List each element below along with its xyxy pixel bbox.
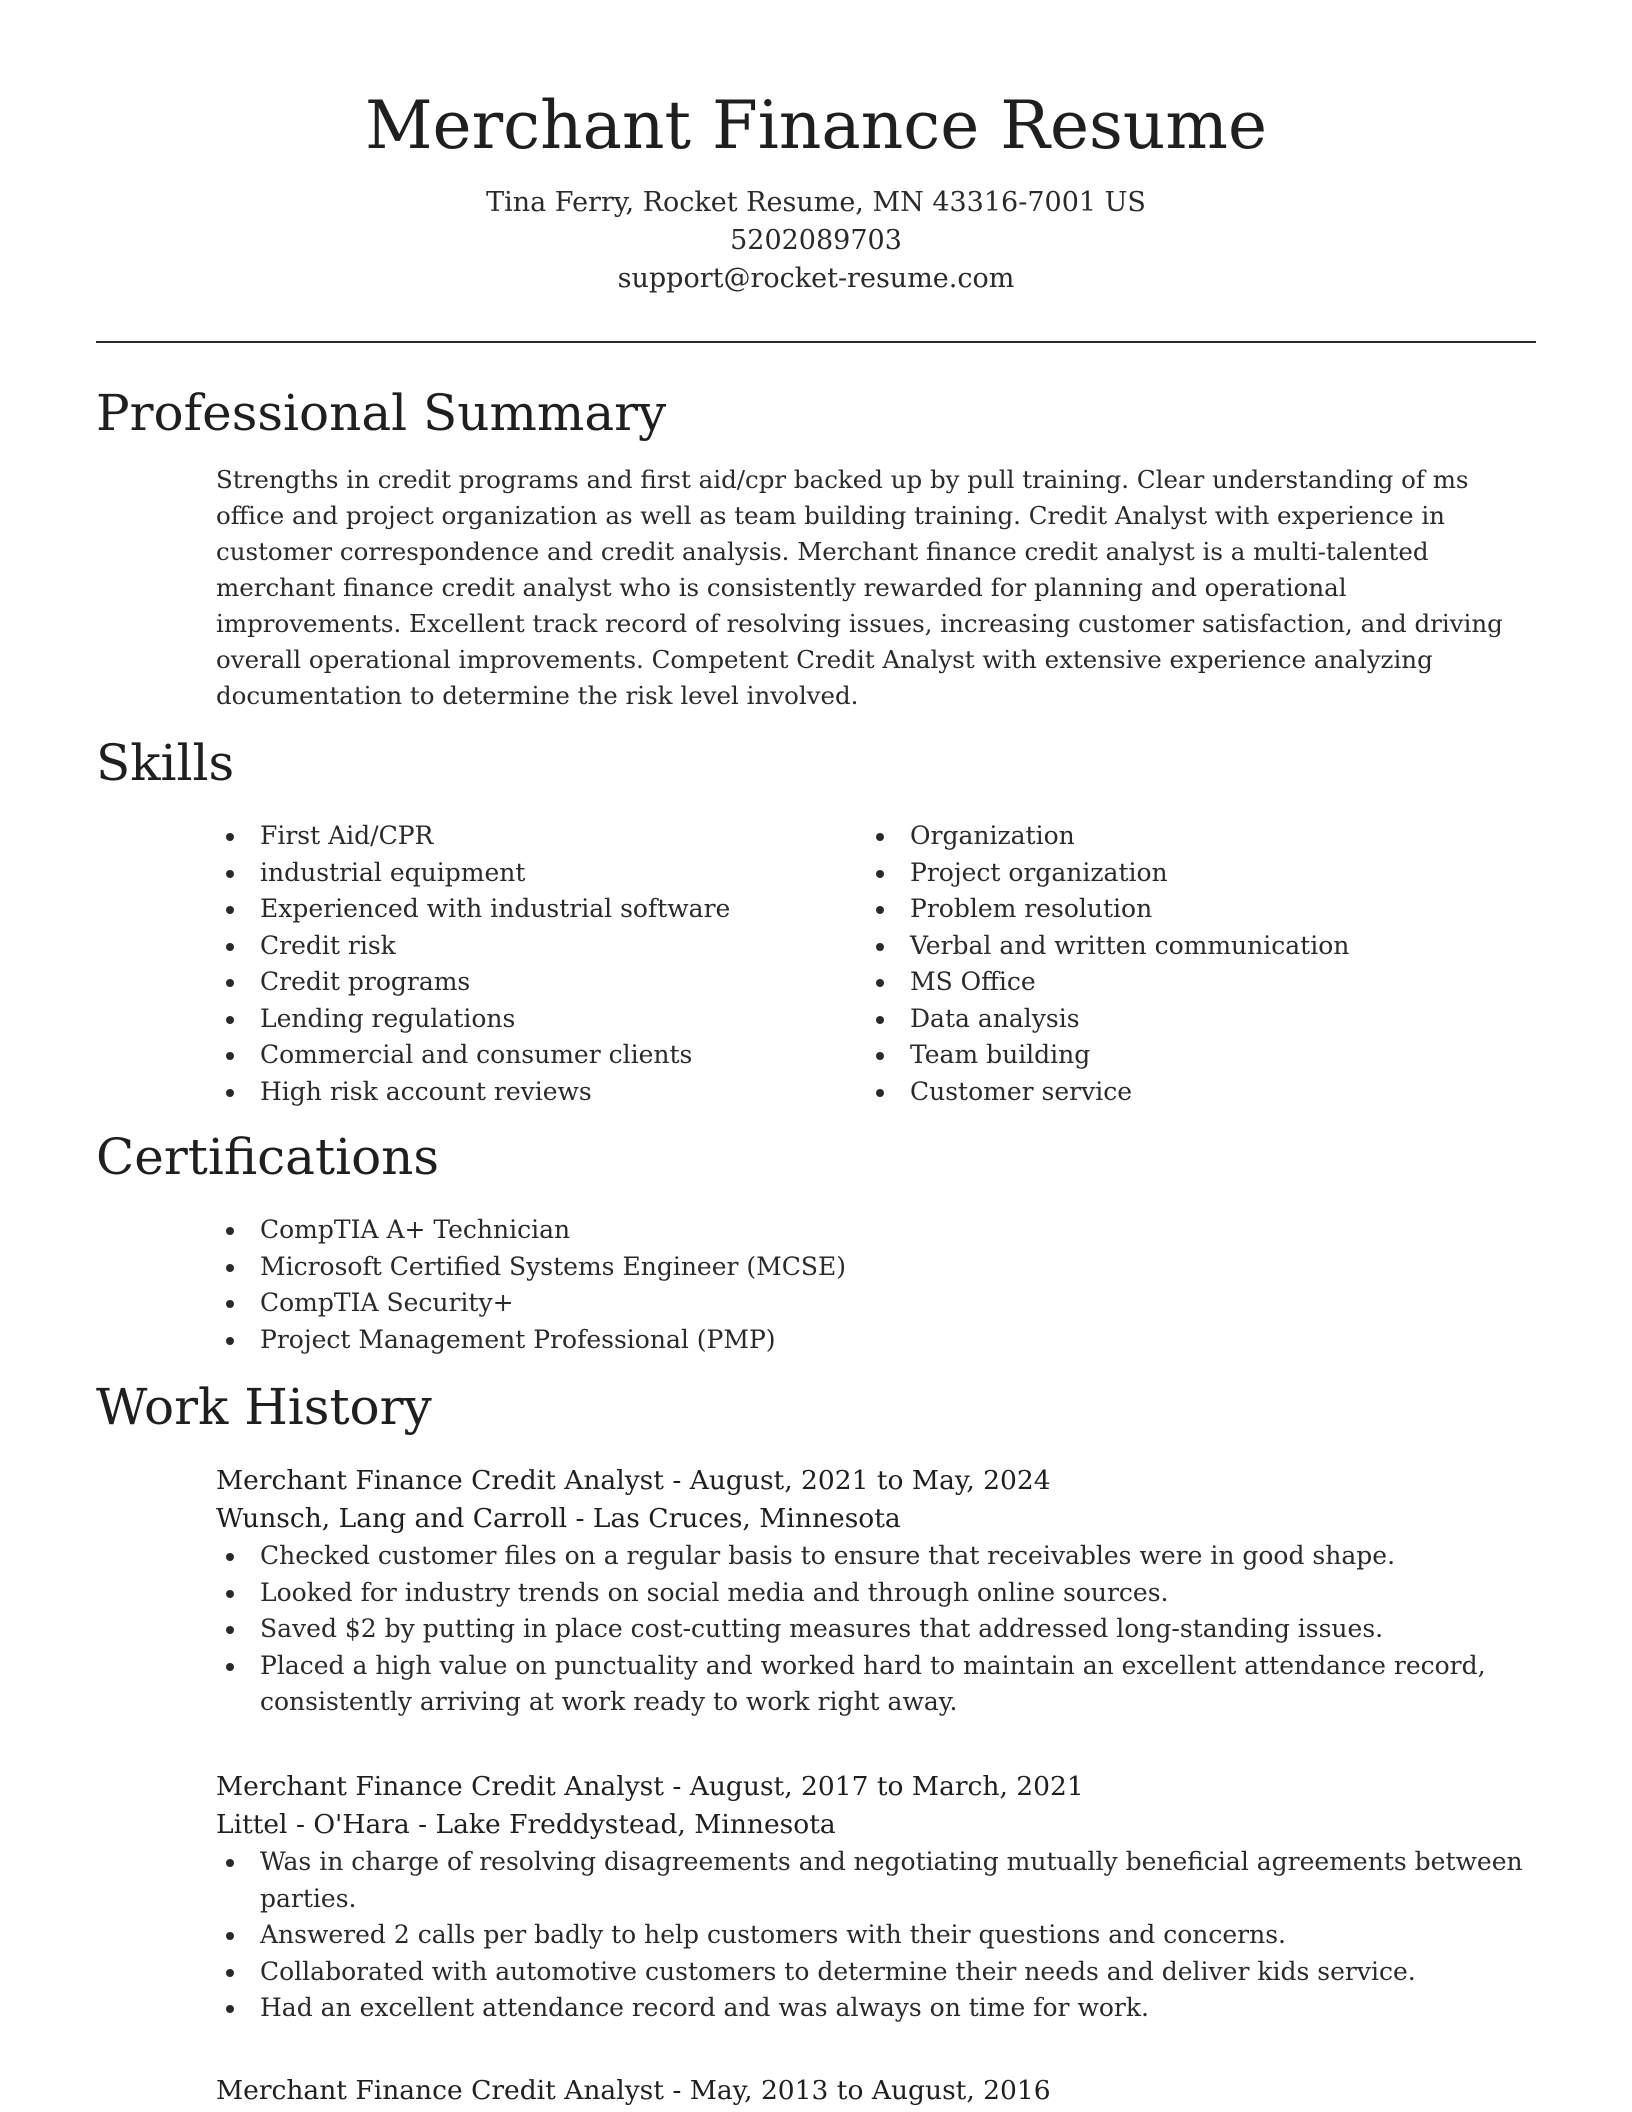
list-item: Commercial and consumer clients [216,1037,730,1074]
job-company: Littel - O'Hara - Lake Freddystead, Minnesota [216,1809,836,1840]
list-item: Organization [866,818,1349,855]
contact-address: Tina Ferry, Rocket Resume, MN 43316-7001 US [486,187,1146,218]
list-item: Placed a high value on punctuality and worked hard to maintain an excellent attendance record, consistently arriving at work ready to work right away. [216,1648,1536,1721]
certifications-heading: Certifications [96,1128,440,1186]
list-item: Checked customer files on a regular basis to ensure that receivables were in good shape. [216,1538,1536,1575]
list-item: Team building [866,1037,1349,1074]
list-item: Lending regulations [216,1001,730,1038]
summary-text: Strengths in credit programs and first aid/cpr backed up by pull training. Clear understanding of ms office and project organization as well as team building training. Credit Analyst with experience in customer correspondence and credit analysis. Merchant finance credit analyst is a multi-talented merchant finance credit analyst who is consistently rewarded for planning and operational improvements. Excellent track record of resolving issues, increasing customer satisfaction, and driving overall operational improvements. Competent Credit Analyst with extensive experience analyzing documentation to determine the risk level involved. [216,465,1503,710]
list-item: Data analysis [866,1001,1349,1038]
list-item: Project organization [866,855,1349,892]
contact-phone: 5202089703 [730,225,902,256]
list-item: Saved $2 by putting in place cost-cutting measures that addressed long-standing issues. [216,1611,1536,1648]
job-entry [216,2072,1536,2110]
list-item: High risk account reviews [216,1074,730,1111]
list-item: Microsoft Certified Systems Engineer (MCSE) [216,1249,846,1286]
contact-email: support@rocket-resume.com [617,263,1015,294]
list-item: CompTIA Security+ [216,1285,846,1322]
list-item: Was in charge of resolving disagreements and negotiating mutually beneficial agreements between parties. [216,1844,1536,1917]
list-item: industrial equipment [216,855,730,892]
job-title: Merchant Finance Credit Analyst - May, 2013 to August, 2016 [216,2075,1051,2106]
list-item: Answered 2 calls per badly to help customers with their questions and concerns. [216,1917,1536,1954]
list-item: Problem resolution [866,891,1349,928]
list-item: Project Management Professional (PMP) [216,1322,846,1359]
job-entry [216,1462,1536,1721]
header-divider [96,341,1536,343]
job-title: Merchant Finance Credit Analyst - August, 2021 to May, 2024 [216,1465,1051,1496]
list-item: Collaborated with automotive customers to determine their needs and deliver kids service. [216,1954,1536,1991]
list-item: Credit programs [216,964,730,1001]
work-history-heading: Work History [96,1378,432,1436]
job-bullets [216,1538,1536,1721]
list-item: Credit risk [216,928,730,965]
list-item: CompTIA A+ Technician [216,1212,846,1249]
job-title: Merchant Finance Credit Analyst - August, 2017 to March, 2021 [216,1771,1084,1802]
resume-header [0,0,1632,298]
list-item: Verbal and written communication [866,928,1349,965]
list-item: Customer service [866,1074,1349,1111]
list-item: Looked for industry trends on social media and through online sources. [216,1575,1536,1612]
job-company: Wunsch, Lang and Carroll - Las Cruces, Minnesota [216,1503,901,1534]
job-entry [216,1768,1536,2027]
list-item: Experienced with industrial software [216,891,730,928]
summary-heading: Professional Summary [96,384,667,442]
page-title: Merchant Finance Resume [364,87,1268,164]
list-item: Had an excellent attendance record and was always on time for work. [216,1990,1536,2027]
skills-heading: Skills [96,734,235,792]
job-bullets [216,1844,1536,2027]
contact-info [0,184,1632,298]
list-item: MS Office [866,964,1349,1001]
skills-list-left [216,818,730,1110]
certifications-list [216,1212,846,1358]
list-item: First Aid/CPR [216,818,730,855]
skills-list-right [866,818,1349,1110]
